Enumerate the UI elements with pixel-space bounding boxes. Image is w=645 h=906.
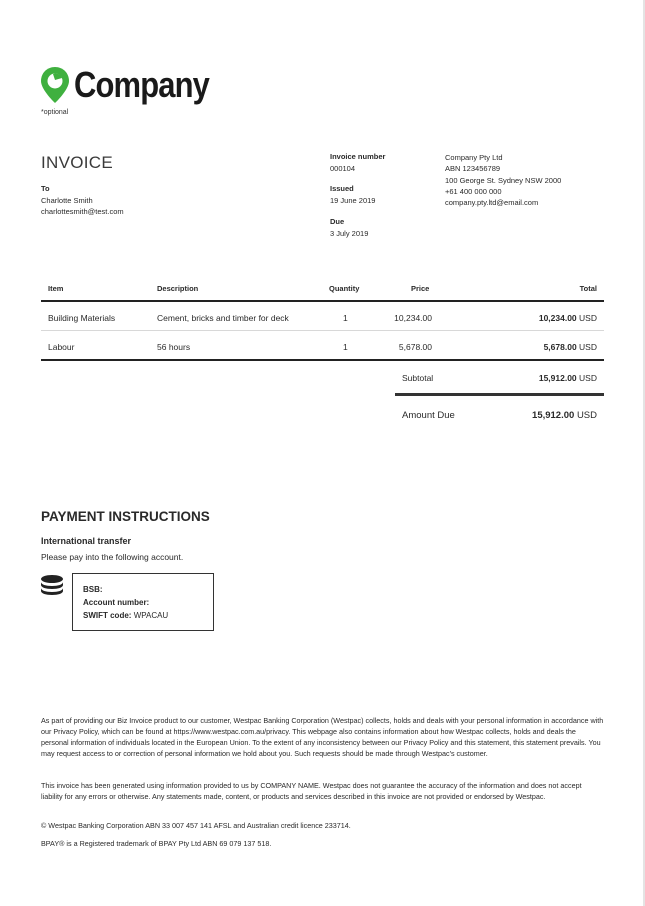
company-address: 100 George St. Sydney NSW 2000 bbox=[445, 175, 562, 185]
header-quantity: Quantity bbox=[329, 284, 360, 293]
row-quantity: 1 bbox=[343, 313, 348, 323]
privacy-statement: As part of providing our Biz Invoice product to our customer, Westpac Banking Corporation (Westpac) collects, holds and deals with your personal information in accordance with our Privacy Policy, which can be found at https://www.westpac.com.au/privacy. This webpage also contains information about how Westpac collects, holds and deals the personal information of individuals located in the European Union. To the extent of any inconsistency between our Privacy Policy and this statement, this statement prevails. You may request access to or correction of personal information we hold about you. Such requests should be made through Westpac's customer. bbox=[41, 716, 604, 758]
swift-label: SWIFT code: bbox=[83, 611, 132, 620]
row-currency: USD bbox=[579, 313, 597, 323]
payment-text: Please pay into the following account. bbox=[41, 552, 184, 562]
invoice-title: INVOICE bbox=[41, 153, 114, 172]
invoice-number-block bbox=[330, 152, 385, 173]
company-name: Company Pty Ltd bbox=[445, 153, 503, 162]
brand-name: Company bbox=[74, 64, 210, 105]
amount-due-row bbox=[395, 398, 604, 428]
row-description: Cement, bricks and timber for deck bbox=[157, 313, 289, 323]
due-block bbox=[330, 217, 368, 238]
subtotal-value bbox=[539, 373, 597, 383]
subtotal-currency: USD bbox=[579, 373, 597, 383]
swift-row bbox=[83, 611, 168, 620]
coins-stack-icon bbox=[40, 574, 64, 598]
account-label: Account number: bbox=[83, 598, 150, 607]
row-quantity: 1 bbox=[343, 342, 348, 352]
table-row bbox=[41, 302, 604, 331]
table-header bbox=[41, 280, 604, 302]
bpay-trademark: BPAY® is a Registered trademark of BPAY Pty Ltd ABN 69 079 137 518. bbox=[41, 839, 272, 848]
issued-date: 19 June 2019 bbox=[330, 196, 376, 205]
company-abn: ABN 123456789 bbox=[445, 164, 501, 174]
row-item: Labour bbox=[48, 342, 75, 352]
row-description: 56 hours bbox=[157, 342, 191, 352]
company-email: company.pty.ltd@email.com bbox=[445, 198, 539, 208]
subtotal-label: Subtotal bbox=[402, 373, 434, 383]
table-row bbox=[41, 331, 604, 361]
amount-due-label: Amount Due bbox=[402, 410, 455, 421]
header-price: Price bbox=[411, 284, 430, 293]
header-item: Item bbox=[48, 284, 64, 293]
row-price: 10,234.00 bbox=[394, 313, 432, 323]
bank-details-box bbox=[72, 573, 214, 631]
row-currency: USD bbox=[579, 342, 597, 352]
issued-block bbox=[330, 184, 375, 205]
invoice-number-label: Invoice number bbox=[330, 152, 386, 161]
amount-due-value bbox=[532, 410, 597, 421]
row-item: Building Materials bbox=[48, 313, 116, 323]
row-price: 5,678.00 bbox=[398, 342, 432, 352]
disclaimer: This invoice has been generated using information provided to us by COMPANY NAME. Westpac does not guarantee the accuracy of the information and does not accept liability for any errors or otherwise. Any statements made, content, or products and services described in this invoice are not provided or endorsed by Westpac. bbox=[41, 781, 582, 801]
row-total-amount: 5,678.00 bbox=[543, 342, 577, 352]
payment-subtitle: International transfer bbox=[41, 536, 132, 546]
amount-due-currency: USD bbox=[576, 410, 597, 421]
due-date: 3 July 2019 bbox=[330, 229, 369, 238]
bsb-row bbox=[83, 585, 103, 594]
issued-label: Issued bbox=[330, 184, 354, 193]
row-total-amount: 10,234.00 bbox=[538, 313, 577, 323]
payment-title: PAYMENT INSTRUCTIONS bbox=[41, 509, 210, 524]
optional-note: *optional bbox=[41, 109, 69, 116]
line-items-table bbox=[41, 280, 604, 361]
company-phone: +61 400 000 000 bbox=[445, 186, 502, 196]
subtotal-amount: 15,912.00 bbox=[538, 373, 577, 383]
recipient-name: Charlotte Smith bbox=[41, 196, 93, 205]
company-details bbox=[445, 152, 561, 208]
due-label: Due bbox=[330, 217, 345, 226]
amount-due-amount: 15,912.00 bbox=[532, 410, 575, 421]
recipient-email: charlottesmith@test.com bbox=[41, 207, 124, 216]
row-total bbox=[544, 342, 597, 352]
invoice-number: 000104 bbox=[330, 164, 356, 173]
to-label: To bbox=[41, 184, 50, 193]
bsb-label: BSB: bbox=[83, 585, 103, 594]
row-total bbox=[539, 313, 597, 323]
swift-value: WPACAU bbox=[133, 611, 169, 620]
copyright: © Westpac Banking Corporation ABN 33 007 457 141 AFSL and Australian credit licence 233714. bbox=[41, 821, 351, 830]
company-logo bbox=[40, 64, 231, 106]
location-pin-icon bbox=[40, 66, 70, 104]
header-description: Description bbox=[157, 284, 199, 293]
header-total: Total bbox=[579, 284, 597, 293]
account-row bbox=[83, 598, 149, 607]
subtotal-row bbox=[395, 366, 604, 396]
